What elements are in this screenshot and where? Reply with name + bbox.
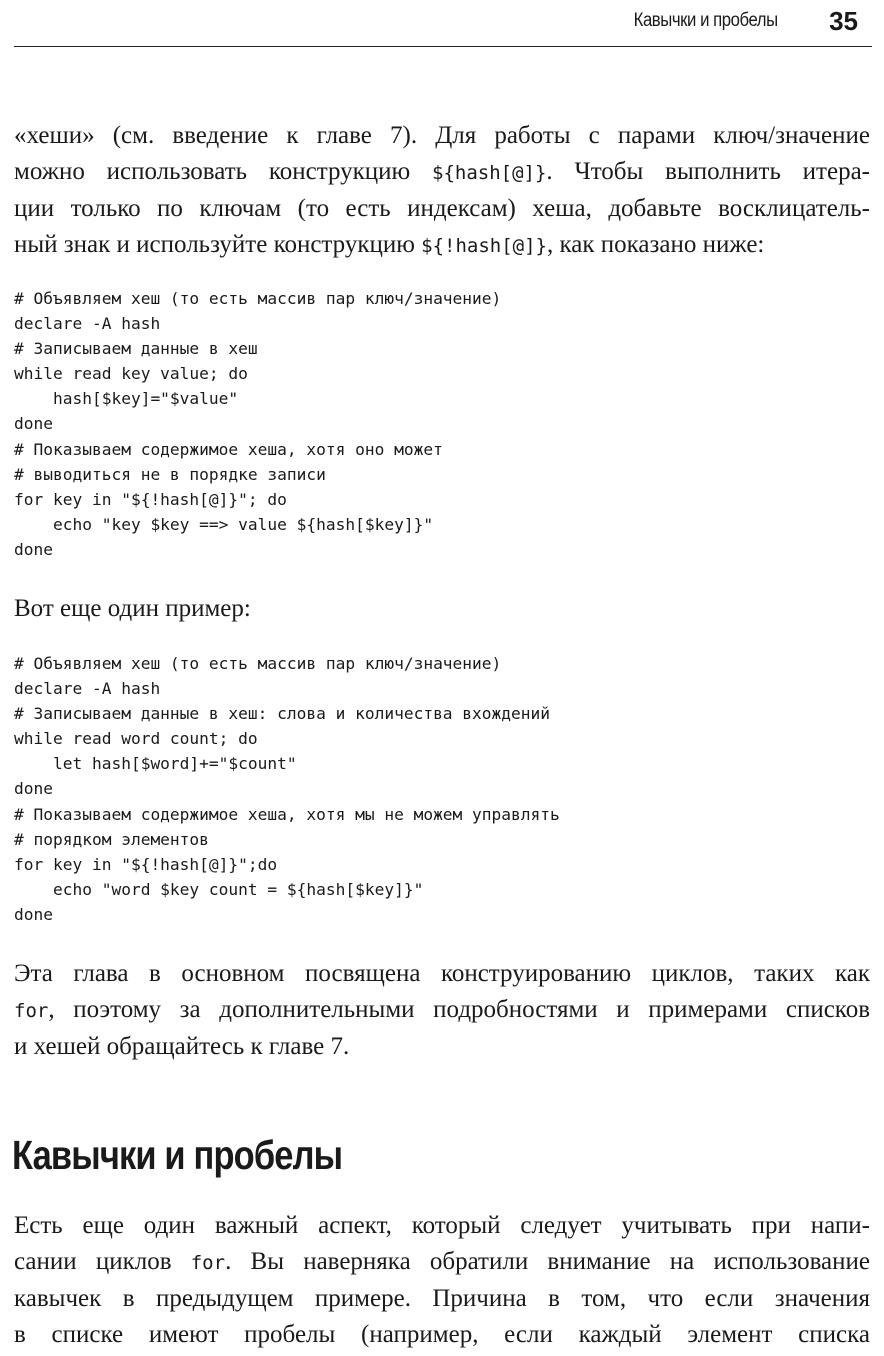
intro-line-4-text-b: , как показано ниже: [547,230,765,258]
section-heading: Кавычки и пробелы [12,1132,343,1178]
inline-code-hash-all: ${hash[@]} [432,161,547,184]
section-line-2-text-a: сании циклов [14,1247,191,1275]
section-line-1: Есть еще один важный аспект, который следует учитывать при напи- [14,1212,870,1239]
chapter-note-line-2-text: , поэтому за дополнительными подробностями и примерами списков [48,995,870,1023]
section-line-4: в списке имеют пробелы (например, если каждый элемент списка [14,1320,870,1348]
chapter-note-paragraph [14,956,870,1065]
intro-line-2 [14,154,870,192]
intro-line-4-text-a: ный знак и используйте конструкцию [14,230,422,258]
inline-code-for-2: for [190,1251,226,1274]
code-listing-2: # Объявляем хеш (то есть массив пар ключ/значение) declare -A hash # Записываем данные в хеш: слова и количества вхождений while read word count; do let hash[$word]+="$count" done # Показываем содержимое хеша, хотя мы не можем управлять # порядком элементов for key in "${!hash[@]}";do echo "word $key count = ${hash[$key]}" done [14,654,560,924]
section-paragraph [14,1208,870,1352]
another-example-text: Вот еще один пример: [14,595,251,622]
section-line-2 [14,1244,870,1282]
chapter-note-line-3: и хешей обращайтесь к главе 7. [14,1033,350,1060]
intro-line-2-text-b: . Чтобы выполнить итера- [546,157,870,185]
running-title: Кавычки и пробелы [633,10,778,31]
inline-code-hash-keys: ${!hash[@]} [421,234,548,257]
page-number: 35 [829,6,858,36]
chapter-note-line-1: Эта глава в основном посвящена конструированию циклов, таких как [14,960,870,987]
intro-line-3: ции только по ключам (то есть индексам) хеша, добавьте восклицатель- [14,195,870,222]
section-line-3: кавычек в предыдущем примере. Причина в том, что если значения [14,1285,870,1312]
running-header [14,0,872,47]
intro-line-4 [14,227,870,265]
intro-paragraph [14,118,870,264]
chapter-note-line-2 [14,992,870,1030]
intro-line-2-text-a: можно использовать конструкцию [14,157,433,185]
code-listing-1: # Объявляем хеш (то есть массив пар ключ/значение) declare -A hash # Записываем данные в хеш while read key value; do hash[$key]="$value" done # Показываем содержимое хеша, хотя оно может # выводиться не в порядке записи for key in "${!hash[@]}"; do echo "key $key ==> value ${hash[$key]}" done [14,289,502,559]
intro-line-1: «хеши» (см. введение к главе 7). Для работы с парами ключ/значение [14,122,870,149]
inline-code-for: for [14,999,49,1022]
section-line-2-text-b: . Вы наверняка обратили внимание на использование [225,1247,870,1275]
